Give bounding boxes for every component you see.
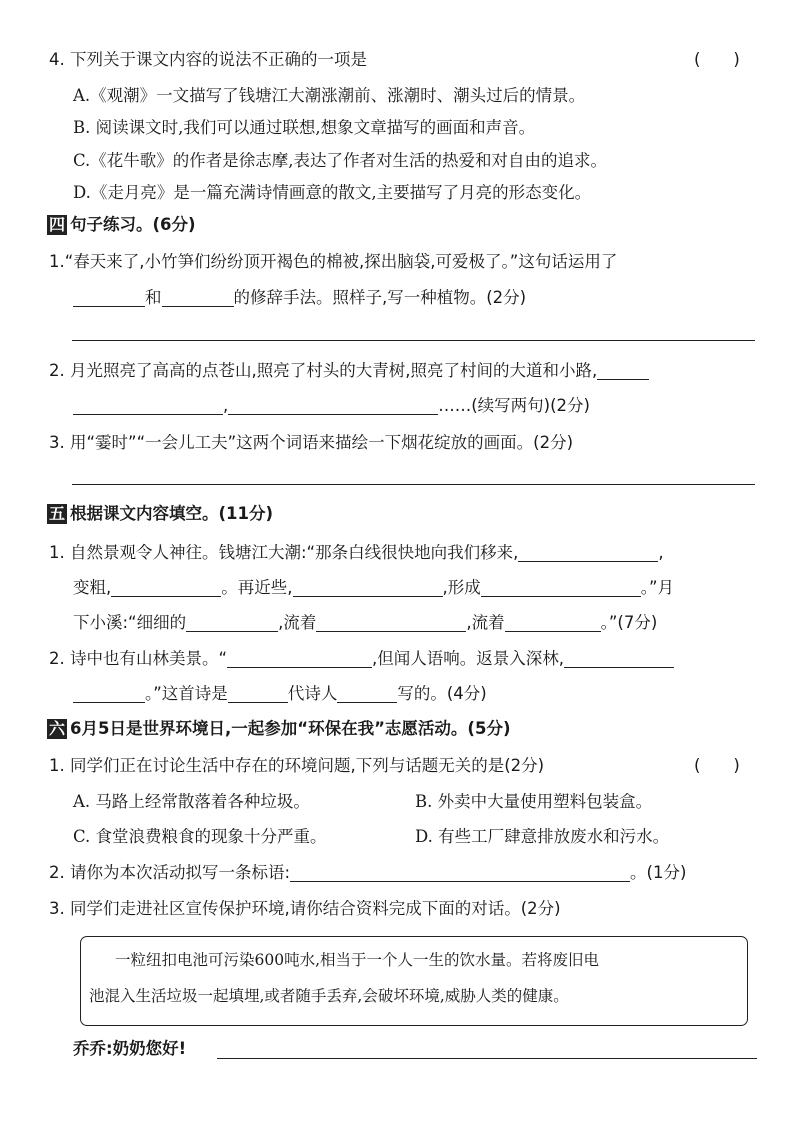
s6-q1-stem: 1. 同学们正在讨论生活中存在的环境问题,下列与话题无关的是(2分) <box>49 756 545 775</box>
s5-q1-blank-4[interactable] <box>481 578 641 597</box>
q4-stem: 4. 下列关于课文内容的说法不正确的一项是 <box>49 50 367 69</box>
s6-q1-option-c: C. 食堂浪费粮食的现象十分严重。 <box>73 827 327 846</box>
s5-q1-part-b2: 。再近些, <box>221 578 293 597</box>
s5-q2-blank-1[interactable] <box>227 649 372 668</box>
s5-q2-blank-3[interactable] <box>73 684 145 703</box>
section-5-title: 根据课文内容填空。(11分) <box>70 504 274 523</box>
info-box-line-2: 池混入生活垃圾一起填埋,或者随手丢弃,会破坏环境,威胁人类的健康。 <box>89 987 569 1005</box>
s4-q2-tail: ……(续写两句)(2分) <box>438 396 590 415</box>
s4-q1-line1: 1.“春天来了,小竹笋们纷纷顶开褐色的棉被,探出脑袋,可爱极了。”这句话运用了 <box>49 252 618 271</box>
s5-q1-part-c3: ,流着 <box>466 613 505 632</box>
q4-option-b: B. 阅读课文时,我们可以通过联想,想象文章描写的画面和声音。 <box>73 118 536 137</box>
s4-q3-line1: 3. 用“霎时”“一会儿工夫”这两个词语来描绘一下烟花绽放的画面。(2分) <box>49 433 574 452</box>
dialog-answer-line[interactable] <box>217 1058 757 1059</box>
s4-q3-answer-line[interactable] <box>72 484 755 485</box>
s5-q1-line2 <box>73 577 674 599</box>
s6-q1-option-b: B. 外卖中大量使用塑料包装盒。 <box>415 792 653 811</box>
s5-q1-part-c1: 下小溪:“细细的 <box>73 613 187 632</box>
s4-q1-and: 和 <box>145 288 162 307</box>
section-4-badge: 四 <box>49 215 66 234</box>
s5-q2-part-a2: ,但闻人语响。返景入深林, <box>372 649 565 668</box>
s5-q2-blank-4[interactable] <box>228 684 288 703</box>
s4-q1-blank-2[interactable] <box>162 288 234 307</box>
s5-q1-line3 <box>73 612 657 634</box>
s4-q2-stem: 2. 月光照亮了高高的点苍山,照亮了村头的大青树,照亮了村间的大道和小路, <box>49 361 598 380</box>
s4-q1-tail: 的修辞手法。照样子,写一种植物。(2分) <box>233 288 527 307</box>
s6-q1-option-a: A. 马路上经常散落着各种垃圾。 <box>73 792 310 811</box>
section-4-heading <box>47 214 196 236</box>
s6-q1-option-d: D. 有些工厂肆意排放废水和污水。 <box>415 827 670 846</box>
s5-q2-part-b3: 写的。(4分) <box>397 684 487 703</box>
s4-q1-answer-line[interactable] <box>72 340 755 341</box>
s6-q2-line <box>49 862 686 884</box>
s4-q2-blank-1[interactable] <box>73 396 223 415</box>
q4-option-c: C.《花牛歌》的作者是徐志摩,表达了作者对生活的热爱和对自由的追求。 <box>73 151 608 170</box>
s5-q1-part-b3: ,形成 <box>442 578 481 597</box>
s5-q2-part-b1: 。”这首诗是 <box>145 684 228 703</box>
s5-q1-blank-5[interactable] <box>186 613 278 632</box>
s6-q1-answer-parens[interactable]: ( ) <box>694 756 740 775</box>
s5-q1-blank-3[interactable] <box>293 578 443 597</box>
s4-q1-blank-1[interactable] <box>73 288 145 307</box>
q4-answer-parens[interactable]: ( ) <box>694 50 740 69</box>
s4-q2-line2 <box>73 395 590 417</box>
s6-q2-stem: 2. 请你为本次活动拟写一条标语: <box>49 863 291 882</box>
s4-q2-comma: , <box>223 396 229 415</box>
s6-q2-tail: 。(1分) <box>630 863 687 882</box>
s5-q2-part-a1: 2. 诗中也有山林美景。“ <box>49 649 228 668</box>
section-6-title: 6月5日是世界环境日,一起参加“环保在我”志愿活动。(5分) <box>70 719 511 738</box>
s5-q1-blank-7[interactable] <box>505 613 601 632</box>
s5-q2-blank-2[interactable] <box>564 649 674 668</box>
q4-option-d: D.《走月亮》是一篇充满诗情画意的散文,主要描写了月亮的形态变化。 <box>73 183 592 202</box>
s4-q2-blank-0[interactable] <box>597 361 649 380</box>
s5-q1-line1 <box>49 542 664 564</box>
s5-q1-part-c4: 。”(7分) <box>600 613 658 632</box>
section-5-heading <box>47 503 273 525</box>
s5-q1-blank-2[interactable] <box>111 578 221 597</box>
s5-q2-line2 <box>73 683 487 705</box>
s5-q1-blank-6[interactable] <box>316 613 466 632</box>
s5-q1-part-b4: 。”月 <box>640 578 675 597</box>
dialog-speaker: 乔乔:奶奶您好! <box>73 1039 187 1058</box>
s4-q2-blank-2[interactable] <box>228 396 438 415</box>
s5-q2-blank-5[interactable] <box>337 684 397 703</box>
s5-q1-comma: , <box>658 543 664 562</box>
s4-q1-line2 <box>73 287 526 309</box>
s5-q1-part-b1: 变粗, <box>73 578 112 597</box>
s5-q2-line1 <box>49 648 674 670</box>
s5-q1-part-c2: ,流着 <box>278 613 317 632</box>
s5-q2-part-b2: 代诗人 <box>287 684 338 703</box>
s4-q2-line1 <box>49 360 649 382</box>
section-6-heading <box>47 718 511 740</box>
section-6-badge: 六 <box>49 719 66 738</box>
s6-q3-stem: 3. 同学们走进社区宣传保护环境,请你结合资料完成下面的对话。(2分) <box>49 899 561 918</box>
info-box <box>80 936 748 1026</box>
q4-option-a: A.《观潮》一文描写了钱塘江大潮涨潮前、涨潮时、潮头过后的情景。 <box>73 86 586 105</box>
section-4-title: 句子练习。(6分) <box>70 215 196 234</box>
section-5-badge: 五 <box>49 504 66 523</box>
s5-q1-stem: 1. 自然景观令人神往。钱塘江大潮:“那条白线很快地向我们移来, <box>49 543 519 562</box>
s5-q1-blank-1[interactable] <box>518 543 658 562</box>
info-box-line-1: 一粒纽扣电池可污染600吨水,相当于一个人一生的饮水量。若将废旧电 <box>115 951 600 969</box>
s6-q2-blank[interactable] <box>290 863 630 882</box>
